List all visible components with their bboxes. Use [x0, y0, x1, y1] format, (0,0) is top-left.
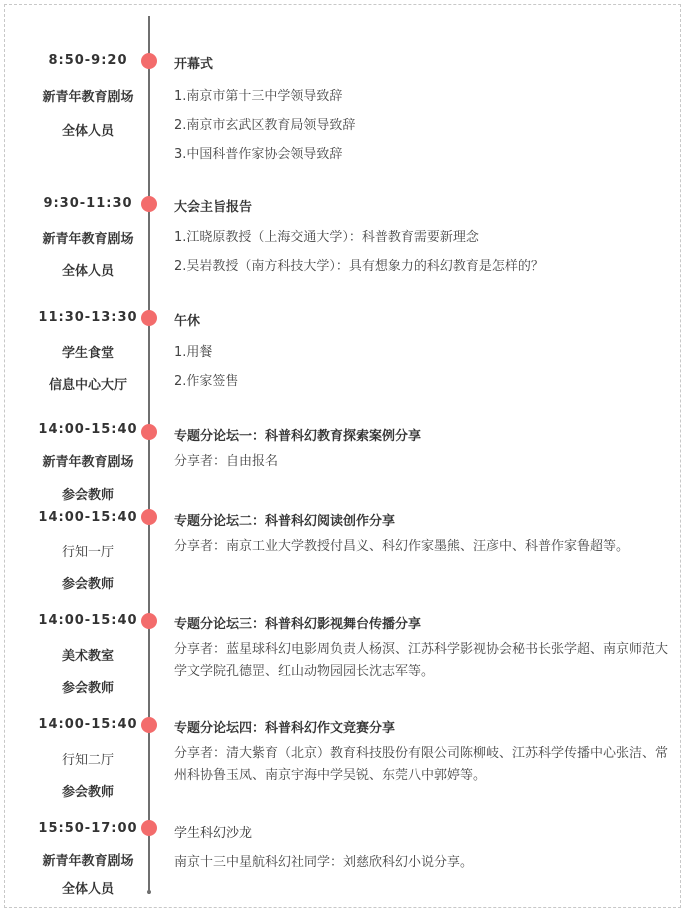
session-audience: 参会教师 [61, 785, 114, 800]
session-content [174, 310, 669, 389]
session-sharer: 分享者：自由报名 [174, 454, 279, 469]
session-content [174, 196, 669, 274]
timeline-dot [141, 509, 157, 525]
session-content [174, 510, 669, 554]
session-audience: 全体人员 [61, 882, 114, 897]
session-venue: 学生食堂 [61, 346, 114, 361]
session-title: 专题分论坛二：科普科幻阅读创作分享 [174, 514, 396, 529]
session-venue: 行知二厅 [61, 753, 114, 768]
session-sharer: 南京十三中星航科幻社同学：刘慈欣科幻小说分享。 [174, 855, 474, 870]
timeline-dot [141, 310, 157, 326]
session-time: 14:00-15:40 [38, 717, 138, 732]
session-venue: 美术教室 [61, 649, 114, 664]
session-time: 8:50-9:20 [48, 53, 128, 68]
session-venue: 新青年教育剧场 [42, 232, 134, 247]
session-time: 14:00-15:40 [38, 510, 138, 525]
session-venue: 新青年教育剧场 [42, 90, 134, 105]
session-item: 3.中国科普作家协会领导致辞 [174, 147, 343, 162]
session-sharer: 分享者：清大紫育（北京）教育科技股份有限公司陈柳岐、江苏科学传播中心张洁、常州科协鲁玉凤、南京宇海中学吴锐、东莞八中郭婷等。 [174, 746, 669, 783]
timeline-dot [141, 717, 157, 733]
session-title: 学生科幻沙龙 [174, 826, 253, 841]
session-time: 11:30-13:30 [38, 310, 138, 325]
session-item: 1.江晓原教授（上海交通大学）：科普教育需要新理念 [174, 230, 479, 245]
session-sharer: 分享者：蓝星球科幻电影周负责人杨溟、江苏科学影视协会秘书长张学超、南京师范大学文学院孔德罡、红山动物园园长沈志军等。 [174, 642, 669, 679]
timeline-dot [141, 820, 157, 836]
timeline-dot [141, 196, 157, 212]
session-audience: 全体人员 [61, 124, 114, 139]
session-venue: 新青年教育剧场 [42, 854, 134, 869]
timeline-dot [141, 424, 157, 440]
session-time: 15:50-17:00 [38, 821, 138, 836]
timeline-dot [141, 613, 157, 629]
session-content [174, 613, 669, 679]
session-item: 1.用餐 [174, 345, 213, 360]
session-content [174, 425, 669, 469]
session-venue: 行知一厅 [61, 545, 114, 560]
session-audience: 信息中心大厅 [48, 378, 127, 393]
session-content [174, 53, 669, 162]
session-audience: 全体人员 [61, 264, 114, 279]
session-title: 专题分论坛一：科普科幻教育探索案例分享 [174, 429, 422, 444]
session-title: 大会主旨报告 [174, 200, 253, 215]
session-time: 14:00-15:40 [38, 422, 138, 437]
session-item: 2.作家签售 [174, 374, 239, 389]
session-audience: 参会教师 [61, 681, 114, 696]
session-item: 2.吴岩教授（南方科技大学）：具有想象力的科幻教育是怎样的？ [174, 259, 544, 274]
session-audience: 参会教师 [61, 577, 114, 592]
session-content [174, 822, 669, 870]
session-audience: 参会教师 [61, 488, 114, 503]
session-title: 午休 [174, 314, 201, 329]
session-item: 2.南京市玄武区教育局领导致辞 [174, 118, 356, 133]
session-title: 开幕式 [174, 57, 214, 72]
session-venue: 新青年教育剧场 [42, 455, 134, 470]
session-title: 专题分论坛三：科普科幻影视舞台传播分享 [174, 617, 422, 632]
session-time: 9:30-11:30 [43, 196, 133, 211]
session-time: 14:00-15:40 [38, 613, 138, 628]
session-title: 专题分论坛四：科普科幻作文竞赛分享 [174, 721, 396, 736]
timeline-dot [141, 53, 157, 69]
session-sharer: 分享者：南京工业大学教授付昌义、科幻作家墨熊、汪彦中、科普作家鲁超等。 [174, 539, 630, 554]
session-item: 1.南京市第十三中学领导致辞 [174, 89, 343, 104]
session-content [174, 717, 669, 783]
